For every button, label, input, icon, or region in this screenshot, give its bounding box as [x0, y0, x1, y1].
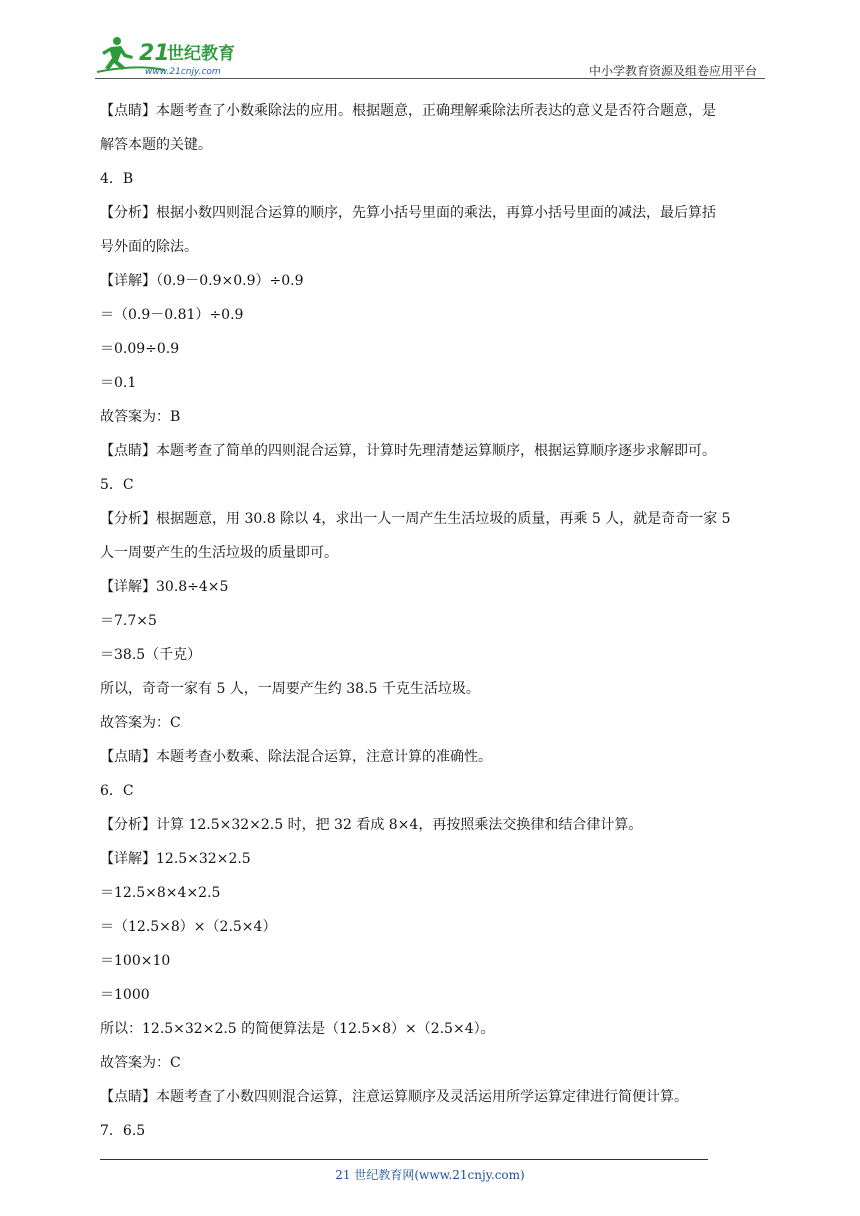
- text-line: 人一周要产生的生活垃圾的质量即可。: [100, 545, 338, 561]
- text-line: 号外面的除法。: [100, 239, 198, 255]
- header-platform-text: 中小学教育资源及组卷应用平台: [588, 64, 757, 78]
- text-line: 【分析】根据题意，用 30.8 除以 4，求出一人一周产生生活垃圾的质量，再乘 5 人，就是奇奇一家 5: [100, 511, 731, 527]
- text-line: 【点睛】本题考查了简单的四则混合运算，计算时先理清楚运算顺序，根据运算顺序逐步求解即可。: [100, 443, 716, 459]
- svg-text:21: 21: [139, 41, 170, 66]
- text-line: ＝100×10: [100, 953, 171, 969]
- text-line: 解答本题的关键。: [100, 137, 212, 153]
- footer-text: 21 世纪教育网(www.21cnjy.com): [335, 1168, 525, 1182]
- text-line: 故答案为：C: [100, 1055, 181, 1071]
- text-line: 故答案为：C: [100, 715, 181, 731]
- text-line: ＝0.1: [100, 375, 137, 391]
- 21cnjy-logo-icon: [95, 34, 270, 78]
- question-number: 6．C: [100, 783, 134, 799]
- text-line: ＝（12.5×8）×（2.5×4）: [100, 919, 277, 935]
- question-number: 5．C: [100, 477, 134, 493]
- text-line: 【详解】12.5×32×2.5: [100, 851, 251, 867]
- question-number: 4．B: [100, 171, 134, 187]
- text-line: 故答案为：B: [100, 409, 181, 425]
- text-line: 【详解】30.8÷4×5: [100, 579, 229, 595]
- question-number: 7．6.5: [100, 1123, 146, 1139]
- answer-content: [100, 101, 770, 1155]
- text-line: 【点睛】本题考查了小数四则混合运算，注意运算顺序及灵活运用所学运算定律进行简便计算。: [100, 1089, 688, 1105]
- header-divider: [95, 78, 765, 79]
- text-line: 【分析】计算 12.5×32×2.5 时，把 32 看成 8×4，再按照乘法交换律和结合律计算。: [100, 817, 643, 833]
- text-line: 【分析】根据小数四则混合运算的顺序，先算小括号里面的乘法，再算小括号里面的减法，最后算括: [100, 205, 716, 221]
- page-header: [95, 30, 765, 80]
- svg-text:www.21cnjy.com: www.21cnjy.com: [145, 67, 221, 77]
- text-line: 【详解】（0.9－0.9×0.9）÷0.9: [100, 273, 304, 289]
- text-line: ＝12.5×8×4×2.5: [100, 885, 221, 901]
- text-line: ＝0.09÷0.9: [100, 341, 180, 357]
- text-line: 所以，奇奇一家有 5 人，一周要产生约 38.5 千克生活垃圾。: [100, 681, 480, 697]
- text-line: 【点睛】本题考查了小数乘除法的应用。根据题意，正确理解乘除法所表达的意义是否符合题意，是: [100, 103, 716, 119]
- text-line: ＝1000: [100, 987, 150, 1003]
- text-line: 所以：12.5×32×2.5 的简便算法是（12.5×8）×（2.5×4）。: [100, 1021, 495, 1037]
- text-line: ＝38.5（千克）: [100, 647, 202, 663]
- footer-divider: [100, 1159, 708, 1160]
- text-line: ＝（0.9－0.81）÷0.9: [100, 307, 244, 323]
- svg-text:世纪教育: 世纪教育: [167, 44, 235, 64]
- text-line: ＝7.7×5: [100, 613, 157, 629]
- text-line: 【点睛】本题考查小数乘、除法混合运算，注意计算的准确性。: [100, 749, 492, 765]
